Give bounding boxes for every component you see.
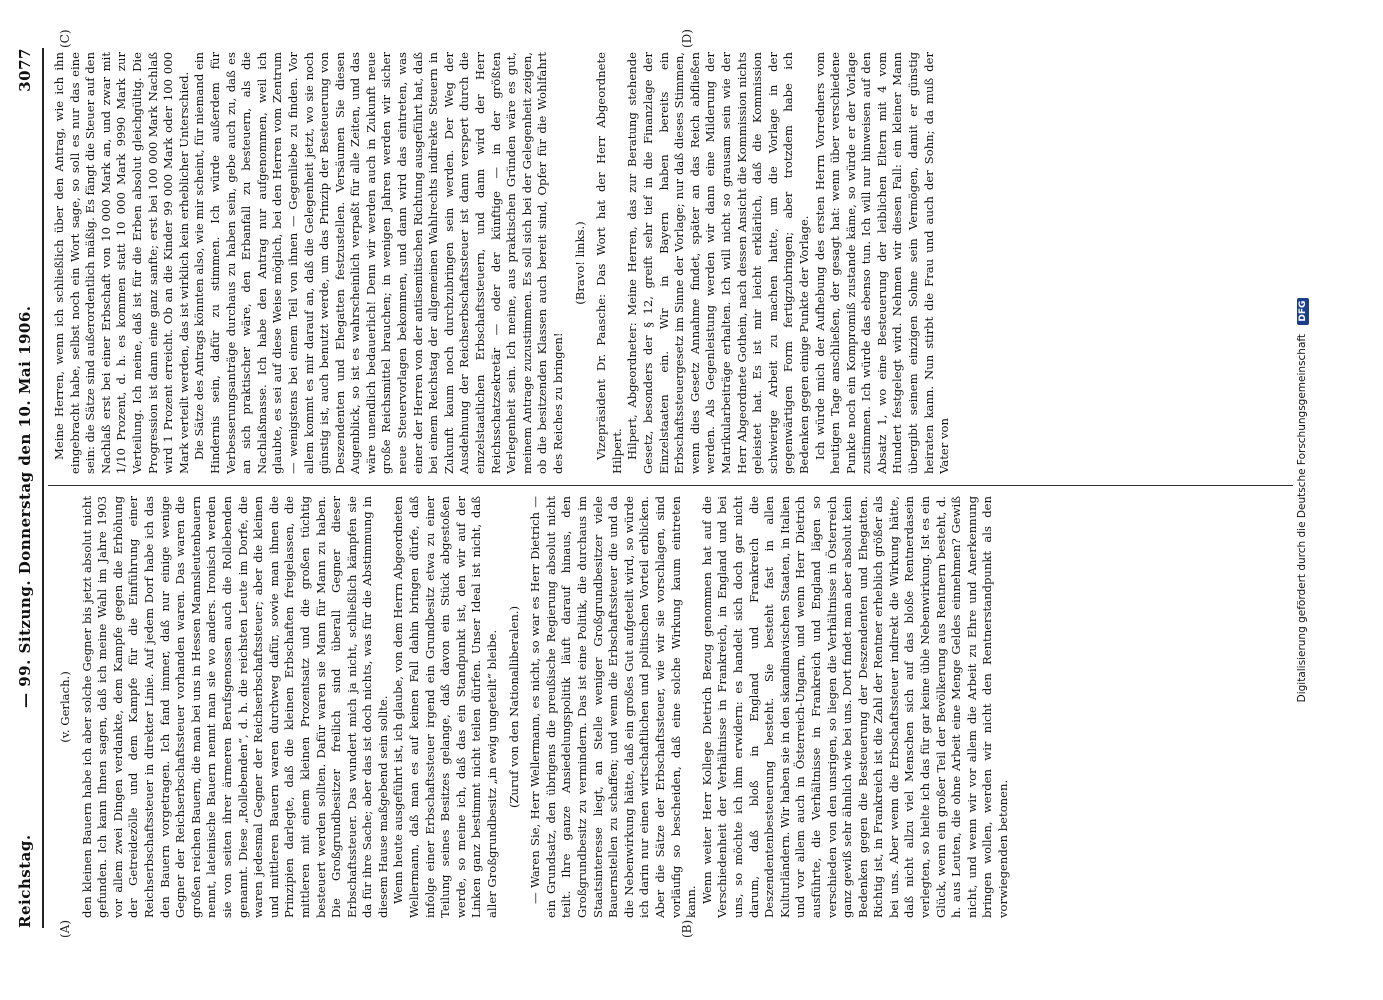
column-divider — [48, 485, 1293, 486]
paragraph: Hilpert, Abgeordneter: Meine Herren, das zur Beratung stehende Gesetz, besonders der § 12, greift sehr tief in die Finanzlage der Einzelstaaten ein. Wir in Bayern haben bereits ein Erbschaftssteuergesetz im Sinne der Vorlage; nur daß dieses Stimmen, wenn dies Gesetz Annahme findet, später an das Reich abfließen werden. Als Gegenleistung werden wir dann eine Milderung der Matrikularbeiträge erhalten. Ich will nicht so grausam sein wie der Herr Abgeordnete Gothein, nach dessen Ansicht die Kommission nichts geleistet hat. Es ist mir leicht erklärlich, daß die Kommission schwierige Arbeit zu machen hatte, um die Vorlage in der gegenwärtigen Form fertigzubringen; aber trotzdem habe ich Bedenken gegen einige Punkte der Vorlage. — [625, 52, 811, 474]
president-line: Vizepräsident Dr. Paasche: Das Wort hat der Herr Abgeordnete Hilpert. — [594, 52, 624, 474]
left-column — [52, 496, 1292, 918]
page-header — [16, 48, 40, 928]
header-title: Reichstag. — [16, 834, 34, 928]
paragraph: Meine Herren, wenn ich schließlich über den Antrag, wie ich ihn eingebracht habe, selbst noch ein Wort sage, so soll es nur das eine sein: die Sätze sind außerordentlich mäßig. Es fängt die Steuer auf den Nachlaß erst bei einer Erbschaft von 10 000 Mark an, und zwar mit 1/10 Prozent, d. h. es kommen statt 10 000 Mark 9990 Mark zur Verteilung. Ich meine, daß ist für die Erben absolut gleichgültig. Die Progression ist dann eine ganz sanfte; erst bei 100 000 Mark Nachlaß wird 1 Prozent erreicht. Ob an die Kinder 99 000 Mark oder 100 000 Mark verteilt werden, das ist wirklich kein erheblicher Unterschied. — [52, 52, 191, 474]
dfg-logo: DFG — [1297, 298, 1309, 325]
margin-marker-a: (A) — [58, 919, 72, 938]
header-rule — [42, 48, 44, 928]
header-session: — 99. Sitzung. Donnerstag den 10. Mai 1906. — [16, 305, 34, 708]
page-footer — [1296, 0, 1316, 1000]
margin-marker-c: (C) — [58, 29, 72, 48]
right-column — [52, 52, 1292, 474]
paragraph: den kleinen Bauern habe ich aber solche Gegner bis jetzt absolut nicht gefunden. Ich kann Ihnen sagen, daß ich meine Wahl im Jahre 1903 vor allem zwei Dingen verdankte, dem Kampfe gegen die Erhöhung der Getreidezölle und dem Kampfe für die Einführung einer Reichserbschaftssteuer in direkter Linie. Auf jedem Dorf habe ich das den Bauern vorgetragen. Ich fand immer, daß nur einige wenige Gegner der Reichserbschaftssteuer vorhanden waren. Das waren die großen reichen Bauern, die man bei uns in Hessen Mannsleutenbauern nennt, lateinische Bauern nennt man sie wo anders. Ironisch werden sie von seiten ihrer ärmeren Berufsgenossen auch die Rollebenden genannt. Diese „Rollebenden“, d. h. die reichsten Leute im Dorfe, die waren jedesmal Gegner der Reichserbschaftssteuer; aber die kleinen und mittleren Bauern waren durchweg dafür, sowie man ihnen die Prinzipien darlegte, daß die kleinen Erbschaften freigelassen, die mittleren mit einem kleinen Prozentsatz und die großen tüchtig besteuert werden sollten. Dafür waren sie Mann für Mann zu haben. Die Großgrundbesitzer freilich sind überall Gegner dieser Erbschaftssteuer. Das wundert mich ja nicht, schließlich kämpfen sie da für ihre Sache; aber das ist doch nichts, was für die Abstimmung in diesem Hause maßgebend sein sollte. — [79, 496, 390, 918]
footer-credit: Digitalisierung gefördert durch die Deutsche Forschungsgemeinschaft — [1296, 333, 1308, 703]
interjection: (Zuruf von den Nationalliberalen.) — [506, 605, 521, 809]
speaker-head: (v. Gerlach.) — [58, 671, 72, 743]
paragraph: — Waren Sie, Herr Wellermann, es nicht, so war es Herr Dietrich — ein Grundsatz, den übrigens die preußische Regierung absolut nicht teilt. Ihre ganze Ansiedelungspolitik läuft darauf hinaus, den Großgrundbesitz zu vermindern. Das ist eine Politik, die durchaus im Staatsinteresse liegt, an Stelle weniger Großgrundbesitzer viele Bauernstellen zu schaffen; und wenn die Erbschaftssteuer die und da die Nebenwirkung hätte, daß ein großes Gut aufgeteilt wird, so würde ich darin nur einen wirtschaftlichen und politischen Vorteil erblicken. Aber die Sätze der Erbschaftssteuer, wie wir sie vorschlagen, sind vorläufig so bescheiden, daß eine solche Wirkung kaum eintreten kann. — [528, 496, 699, 918]
paragraph: Die Sätze des Antrags könnten also, wie mir scheint, für niemand ein Hindernis sein, dafür zu stimmen. Ich würde außerdem für Verbesserungsanträge durchaus zu haben sein, gebe auch zu, daß es an sich praktischer wäre, den Erbanfall zu besteuern, als die Nachlaßmasse. Ich habe den Antrag nur aufgenommen, weil ich glaubte, es sei auf diese Weise möglich, bei den Herren vom Zentrum — wenigstens bei einem Teil von ihnen — Gegenliebe zu finden. Vor allem kommt es mir darauf an, daß die Gelegenheit jetzt, wo sie noch günstig ist, auch benutzt werde, um das Prinzip der Besteuerung von Deszendenten und Ehegatten festzustellen. Versäumen Sie diesen Augenblick, so ist es wahrscheinlich verpaßt für alle Zeiten, und das wäre unendlich bedauerlich! Denn wir werden auch in Zukunft neue große Reichsmittel brauchen; in wenigen Jahren werden wir sicher neue Steuervorlagen bekommen, und dann wird das eintreten, was einer der Herren von der antisemitischen Richtung ausgeführt hat, daß bei einem Reichstag der allgemeinen Wahlrechts indirekte Steuern in Zukunft kaum noch durchzubringen sein werden. Der Weg der Ausdehnung der Reichserbschaftssteuer ist dann verspert durch die einzelstaatlichen Erbschaftssteuern, und dann wird der Herr Reichsschatzsekretär — oder der künftige — in der größten Verlegenheit sein. Ich meine, aus praktischen Gründen wäre es gut, meinem Antrage zuzustimmen. Es soll sich bei der Gelegenheit zeigen, ob die besitzenden Klassen auch bereit sind, Opfer für die Wohlfahrt des Reiches zu bringen! — [192, 52, 565, 474]
interjection: (Bravo! links.) — [572, 221, 587, 305]
margin-marker-b: (B) — [680, 919, 694, 938]
paragraph: Wenn heute ausgeführt ist, ich glaube, von dem Herrn Abgeordneten Wellermann, daß man es auf keinen Fall dahin bringen dürfe, daß infolge einer Erbschaftssteuer irgend ein Grundbesitz etwa zu einer Teilung seines Besitzes gelange, daß davon ein Stück abgestoßen werde, so meine ich, daß das ein Standpunkt ist, den wir auf der Linken ganz bestimmt nicht teilen dürfen. Unser Ideal ist nicht, daß aller Großgrundbesitz „in ewig ungeteilt“ bleibe. — [391, 496, 500, 918]
page-number: 3077 — [16, 48, 34, 92]
margin-marker-d: (D) — [680, 29, 694, 48]
paragraph: Ich würde mich der Aufhebung des ersten Herrn Vorredners vom heutigen Tage anschließen, der gesagt hat: wenn über verschiedene Punkte noch ein Kompromiß zustande käme, so würde er der Vorlage zustimmen. Ich würde das ebenso tun. Ich will nur hinweisen auf den Absatz 1, wo eine Besteuerung der leiblichen Eltern mit 4 vom Hundert festgelegt wird. Nehmen wir diesen Fall: ein kleiner Mann übergibt seinem einzigen Sohne sein Vermögen, damit er günstig heiraten kann. Nun stirbt die Frau und auch der Sohn; da muß der Vater von — [812, 52, 952, 474]
paragraph: Wenn weiter Herr Kollege Dietrich Bezug genommen hat auf die Verschiedenheit der Verhältnisse in Frankreich, in England und bei uns, so möchte ich ihm erwidern: es handelt sich doch gar nicht darum, daß bloß in England und Frankreich die Deszendentenbesteuerung besteht. Sie besteht fast in allen Kulturländern. Wir haben sie in den skandinavischen Staaten, in Italien und vor allem auch in Österreich-Ungarn, und wenn Herr Dietrich ausführte, die Verhältnisse in Frankreich und England lägen so verschieden von den unsrigen, so liegen die Verhältnisse in Österreich ganz gewiß sehr ähnlich wie bei uns. Dort findet man aber absolut kein Bedenken gegen die Besteuerung der Deszendenten und Ehegatten. Richtig ist, in Frankreich ist die Zahl der Rentner erheblich größer als bei uns. Aber wenn die Erbschaftssteuer indirekt die Wirkung hätte, daß nicht allzu viel Menschen sich auf das bloße Rentnerdasein verlegten, so hielte ich das für gar keine üble Nebenwirkung. Ist es ein Glück, wenn ein großer Teil der Bevölkerung aus Rentnern besteht, d. h. aus Leuten, die ohne Arbeit eine Menge Geldes einnehmen? Gewiß nicht, und wenn wir vor allem die Arbeit zu Ehre und Anerkennung bringen wollen, werden wir nicht den Rentnerstandpunkt als den vorwiegenden betonen. — [699, 496, 1011, 918]
